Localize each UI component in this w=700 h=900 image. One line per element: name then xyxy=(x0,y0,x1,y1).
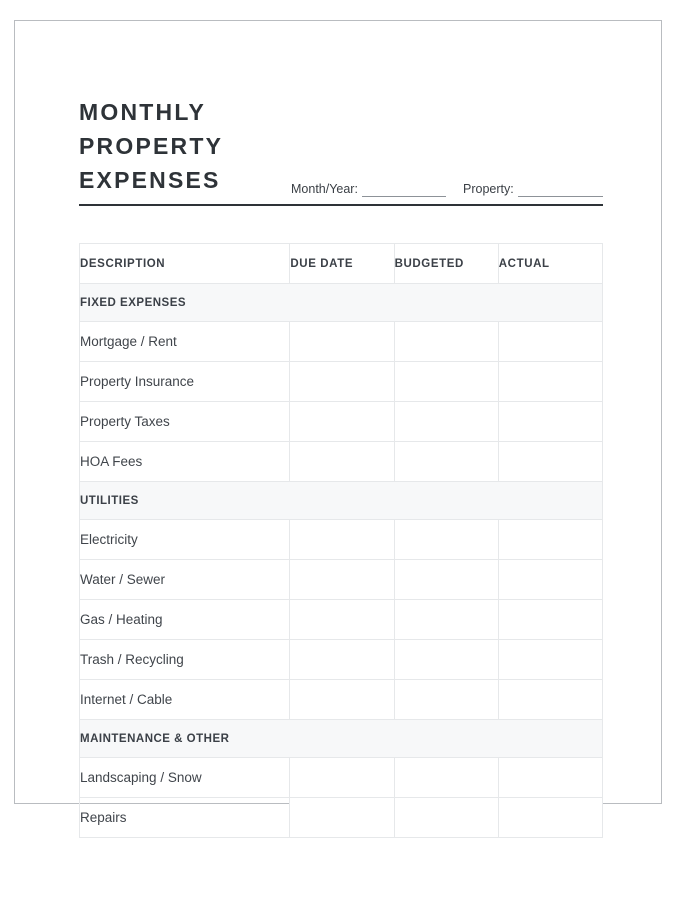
expenses-table xyxy=(79,243,603,838)
row-actual[interactable] xyxy=(498,798,602,838)
row-budgeted[interactable] xyxy=(394,758,498,798)
column-header-due-date: DUE DATE xyxy=(290,244,394,284)
row-actual[interactable] xyxy=(498,520,602,560)
row-due-date[interactable] xyxy=(290,402,394,442)
table-header-row xyxy=(80,244,603,284)
row-actual[interactable] xyxy=(498,442,602,482)
row-budgeted[interactable] xyxy=(394,560,498,600)
page-title-line-2: PROPERTY xyxy=(79,133,224,159)
table-row[interactable] xyxy=(80,600,603,640)
row-due-date[interactable] xyxy=(290,322,394,362)
row-description: Mortgage / Rent xyxy=(80,322,290,362)
row-actual[interactable] xyxy=(498,402,602,442)
row-description: Property Taxes xyxy=(80,402,290,442)
row-description: Trash / Recycling xyxy=(80,640,290,680)
row-description: Gas / Heating xyxy=(80,600,290,640)
table-row[interactable] xyxy=(80,680,603,720)
row-budgeted[interactable] xyxy=(394,322,498,362)
row-description: Internet / Cable xyxy=(80,680,290,720)
row-budgeted[interactable] xyxy=(394,362,498,402)
table-row[interactable] xyxy=(80,798,603,838)
row-actual[interactable] xyxy=(498,600,602,640)
row-due-date[interactable] xyxy=(290,362,394,402)
row-budgeted[interactable] xyxy=(394,798,498,838)
title-divider xyxy=(79,204,603,206)
row-due-date[interactable] xyxy=(290,442,394,482)
row-due-date[interactable] xyxy=(290,798,394,838)
row-budgeted[interactable] xyxy=(394,680,498,720)
row-description: Electricity xyxy=(80,520,290,560)
row-due-date[interactable] xyxy=(290,758,394,798)
row-description: Water / Sewer xyxy=(80,560,290,600)
row-due-date[interactable] xyxy=(290,560,394,600)
row-actual[interactable] xyxy=(498,680,602,720)
row-budgeted[interactable] xyxy=(394,520,498,560)
section-label: MAINTENANCE & OTHER xyxy=(80,720,603,758)
column-header-budgeted: BUDGETED xyxy=(394,244,498,284)
row-description: Repairs xyxy=(80,798,290,838)
column-header-actual: ACTUAL xyxy=(498,244,602,284)
document-page xyxy=(14,20,662,825)
month-year-label: Month/Year: xyxy=(291,182,358,196)
document-content xyxy=(79,73,603,838)
table-row[interactable] xyxy=(80,322,603,362)
page-title-line-3: EXPENSES xyxy=(79,167,221,193)
row-description: Property Insurance xyxy=(80,362,290,402)
column-header-description: DESCRIPTION xyxy=(80,244,290,284)
table-row[interactable] xyxy=(80,560,603,600)
table-row[interactable] xyxy=(80,758,603,798)
row-actual[interactable] xyxy=(498,362,602,402)
table-row[interactable] xyxy=(80,362,603,402)
table-row[interactable] xyxy=(80,520,603,560)
table-section-row xyxy=(80,482,603,520)
row-actual[interactable] xyxy=(498,560,602,600)
table-body xyxy=(80,284,603,838)
row-actual[interactable] xyxy=(498,640,602,680)
row-actual[interactable] xyxy=(498,322,602,362)
row-due-date[interactable] xyxy=(290,600,394,640)
table-header xyxy=(80,244,603,284)
section-label: UTILITIES xyxy=(80,482,603,520)
month-year-input-line[interactable] xyxy=(362,181,446,197)
table-row[interactable] xyxy=(80,402,603,442)
section-label: FIXED EXPENSES xyxy=(80,284,603,322)
property-field[interactable] xyxy=(463,177,603,197)
document-header xyxy=(79,73,603,205)
row-description: HOA Fees xyxy=(80,442,290,482)
row-budgeted[interactable] xyxy=(394,600,498,640)
table-section-row xyxy=(80,284,603,322)
row-budgeted[interactable] xyxy=(394,640,498,680)
month-year-field[interactable] xyxy=(291,177,446,197)
row-due-date[interactable] xyxy=(290,640,394,680)
page-title-line-1: MONTHLY xyxy=(79,99,206,125)
property-label: Property: xyxy=(463,182,514,196)
row-budgeted[interactable] xyxy=(394,442,498,482)
row-due-date[interactable] xyxy=(290,680,394,720)
table-row[interactable] xyxy=(80,442,603,482)
table-row[interactable] xyxy=(80,640,603,680)
row-due-date[interactable] xyxy=(290,520,394,560)
row-description: Landscaping / Snow xyxy=(80,758,290,798)
row-actual[interactable] xyxy=(498,758,602,798)
table-section-row xyxy=(80,720,603,758)
property-input-line[interactable] xyxy=(518,181,603,197)
row-budgeted[interactable] xyxy=(394,402,498,442)
